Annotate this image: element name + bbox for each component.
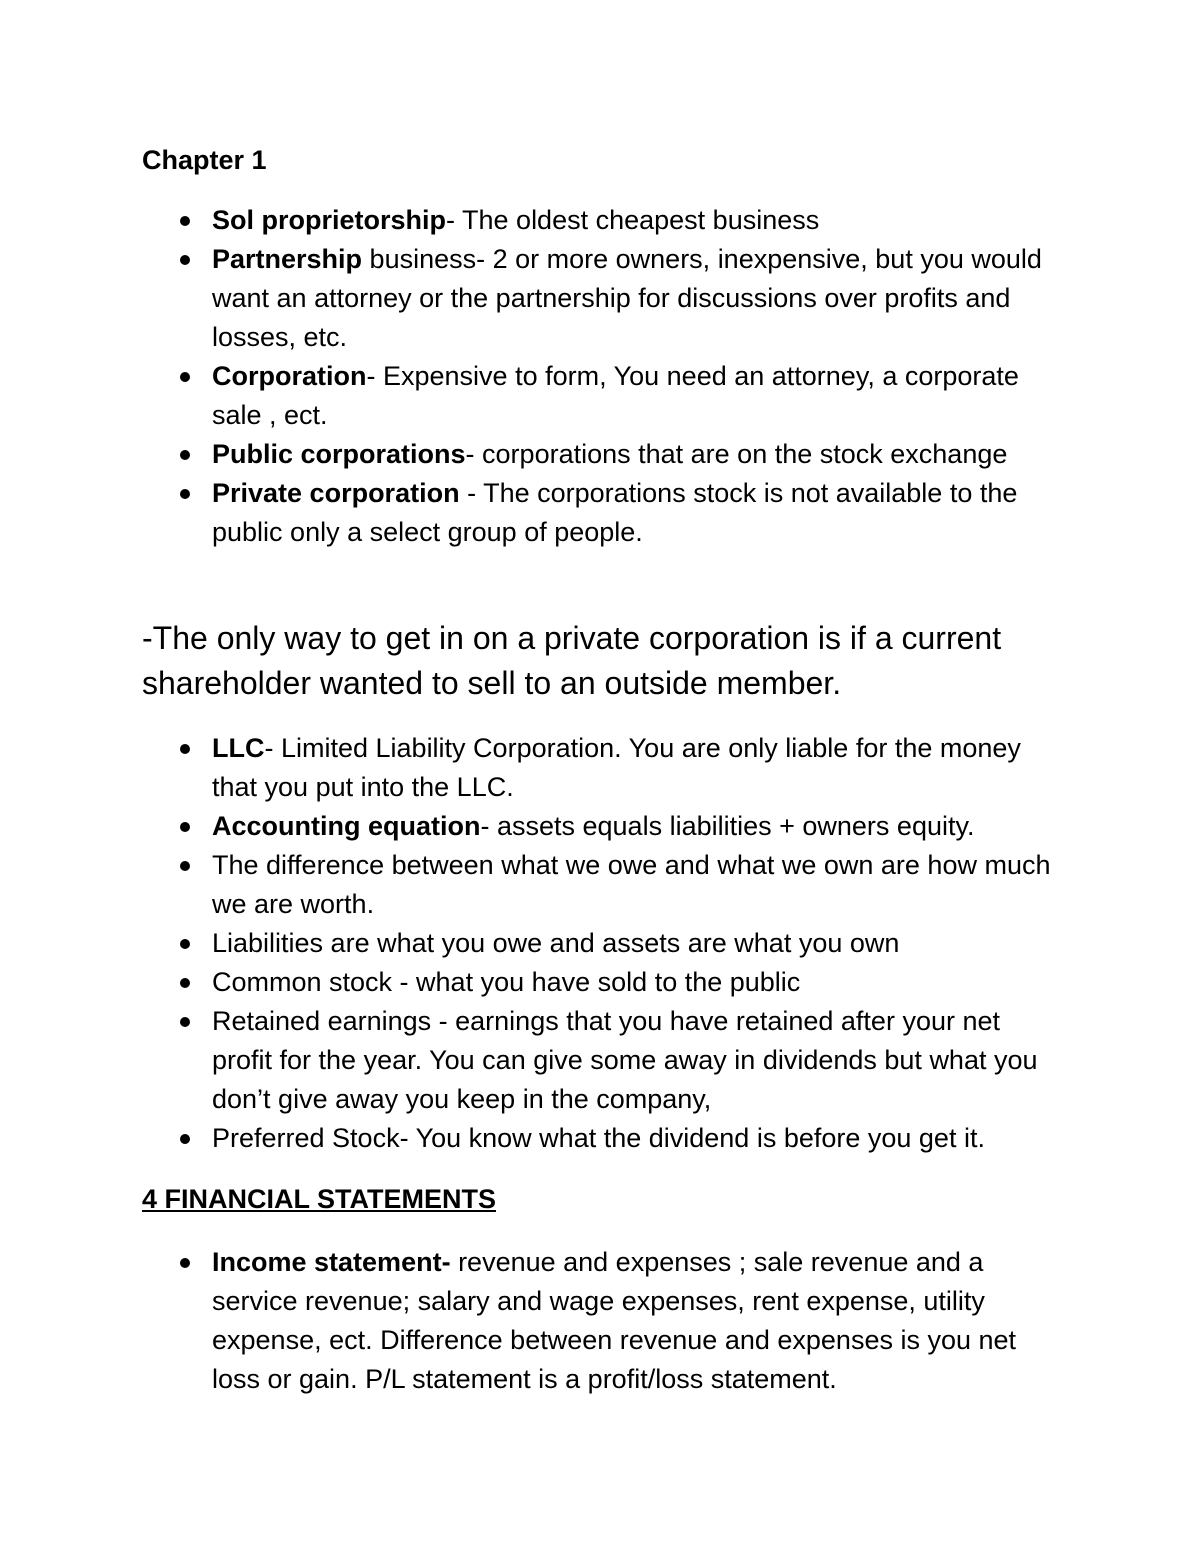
list-item [0, 435, 1067, 474]
list-item-text: revenue and expenses ; sale revenue and a service revenue; salary and wage expenses, rent expense, utility expense, ect. Difference between revenue and expenses is you net loss or gain. P/L statement is a profit/loss statement. [212, 1247, 1017, 1394]
list-item [0, 729, 1067, 807]
bullet-list-accounting-terms [0, 729, 1200, 1158]
list-item [0, 1002, 1067, 1119]
list-item-text: The difference between what we owe and what we own are how much we are worth. [212, 850, 1051, 919]
list-item-text: Liabilities are what you owe and assets are what you own [212, 928, 900, 958]
chapter-heading: Chapter 1 [142, 145, 267, 175]
list-item [0, 924, 1067, 963]
list-item [0, 201, 1067, 240]
bullet-icon [180, 489, 190, 499]
bullet-list-business-types [0, 201, 1200, 552]
bullet-icon [180, 450, 190, 460]
bullet-list-financial-statements [0, 1243, 1200, 1399]
bullet-icon [180, 861, 190, 871]
bullet-icon [180, 372, 190, 382]
list-item-text: - The corporations stock is not available to the public only a select group of people. [212, 478, 1018, 547]
list-item [0, 357, 1067, 435]
list-item-text: Common stock - what you have sold to the public [212, 967, 801, 997]
bullet-icon [180, 1134, 190, 1144]
list-item [0, 846, 1067, 924]
bullet-icon [180, 744, 190, 754]
list-item-term: Income statement- [212, 1247, 451, 1277]
list-item-term: Partnership [212, 244, 363, 274]
list-item [0, 1243, 1067, 1399]
list-item-text: - Limited Liability Corporation. You are only liable for the money that you put into the LLC. [212, 733, 1021, 802]
list-item-text: Preferred Stock- You know what the dividend is before you get it. [212, 1123, 985, 1153]
bullet-icon [180, 978, 190, 988]
bullet-icon [180, 216, 190, 226]
private-corporation-note: -The only way to get in on a private corporation is if a current shareholder wanted to sell to an outside member. [142, 620, 1002, 701]
list-item [0, 1119, 1067, 1158]
list-item-term: LLC [212, 733, 265, 763]
list-item-text: - corporations that are on the stock exchange [465, 439, 1008, 469]
bullet-icon [180, 255, 190, 265]
list-item-term: Corporation [212, 361, 367, 391]
list-item-term: Public corporations [212, 439, 466, 469]
list-item [0, 807, 1067, 846]
section-title: 4 FINANCIAL STATEMENTS [142, 1184, 497, 1214]
bullet-icon [180, 822, 190, 832]
list-item-term: Private corporation [212, 478, 468, 508]
list-item-term: Accounting equation [212, 811, 481, 841]
list-item-text: - The oldest cheapest business [446, 205, 820, 235]
list-item [0, 963, 1067, 1002]
list-item-term: Sol proprietorship [212, 205, 447, 235]
bullet-icon [180, 939, 190, 949]
list-item [0, 474, 1067, 552]
list-item-text: - Expensive to form, You need an attorney, a corporate sale , ect. [212, 361, 1019, 430]
list-item [0, 240, 1067, 357]
bullet-icon [180, 1258, 190, 1268]
list-item-text: business- 2 or more owners, inexpensive, but you would want an attorney or the partnership for discussions over profits and losses, etc. [212, 244, 1042, 352]
list-item-text: - assets equals liabilities + owners equity. [480, 811, 975, 841]
bullet-icon [180, 1017, 190, 1027]
list-item-text: Retained earnings - earnings that you have retained after your net profit for the year. You can give some away in dividends but what you don’t give away you keep in the company, [212, 1006, 1038, 1114]
